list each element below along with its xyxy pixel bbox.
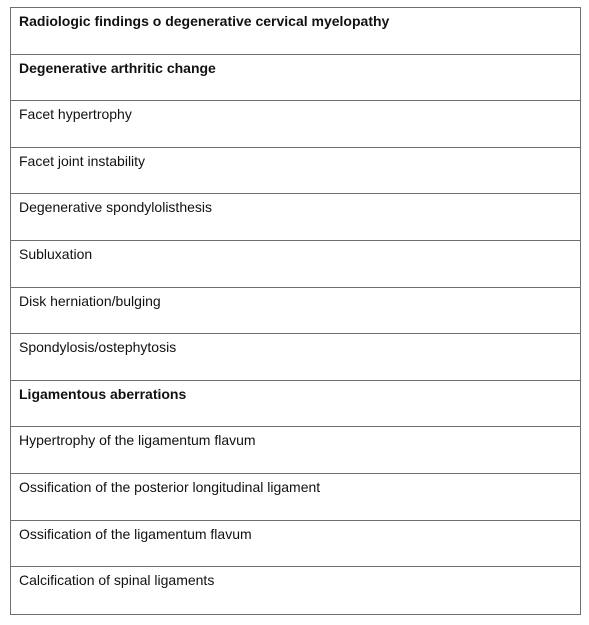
table-row: Hypertrophy of the ligamentum flavum [11, 427, 580, 474]
table-row: Ossification of the posterior longitudinal ligament [11, 474, 580, 521]
table-row: Disk herniation/bulging [11, 288, 580, 335]
section-header-degenerative-arthritic-change: Degenerative arthritic change [11, 55, 580, 102]
table-row: Subluxation [11, 241, 580, 288]
table-row: Facet hypertrophy [11, 101, 580, 148]
findings-table [10, 7, 581, 615]
table-row: Ossification of the ligamentum flavum [11, 521, 580, 568]
table-row: Degenerative spondylolisthesis [11, 194, 580, 241]
table-row: Facet joint instability [11, 148, 580, 195]
table-row: Calcification of spinal ligaments [19, 572, 215, 589]
table-title-row: Radiologic findings o degenerative cervical myelopathy [11, 8, 580, 55]
table-row: Spondylosis/ostephytosis [11, 334, 580, 381]
section-header-ligamentous-aberrations: Ligamentous aberrations [11, 381, 580, 428]
